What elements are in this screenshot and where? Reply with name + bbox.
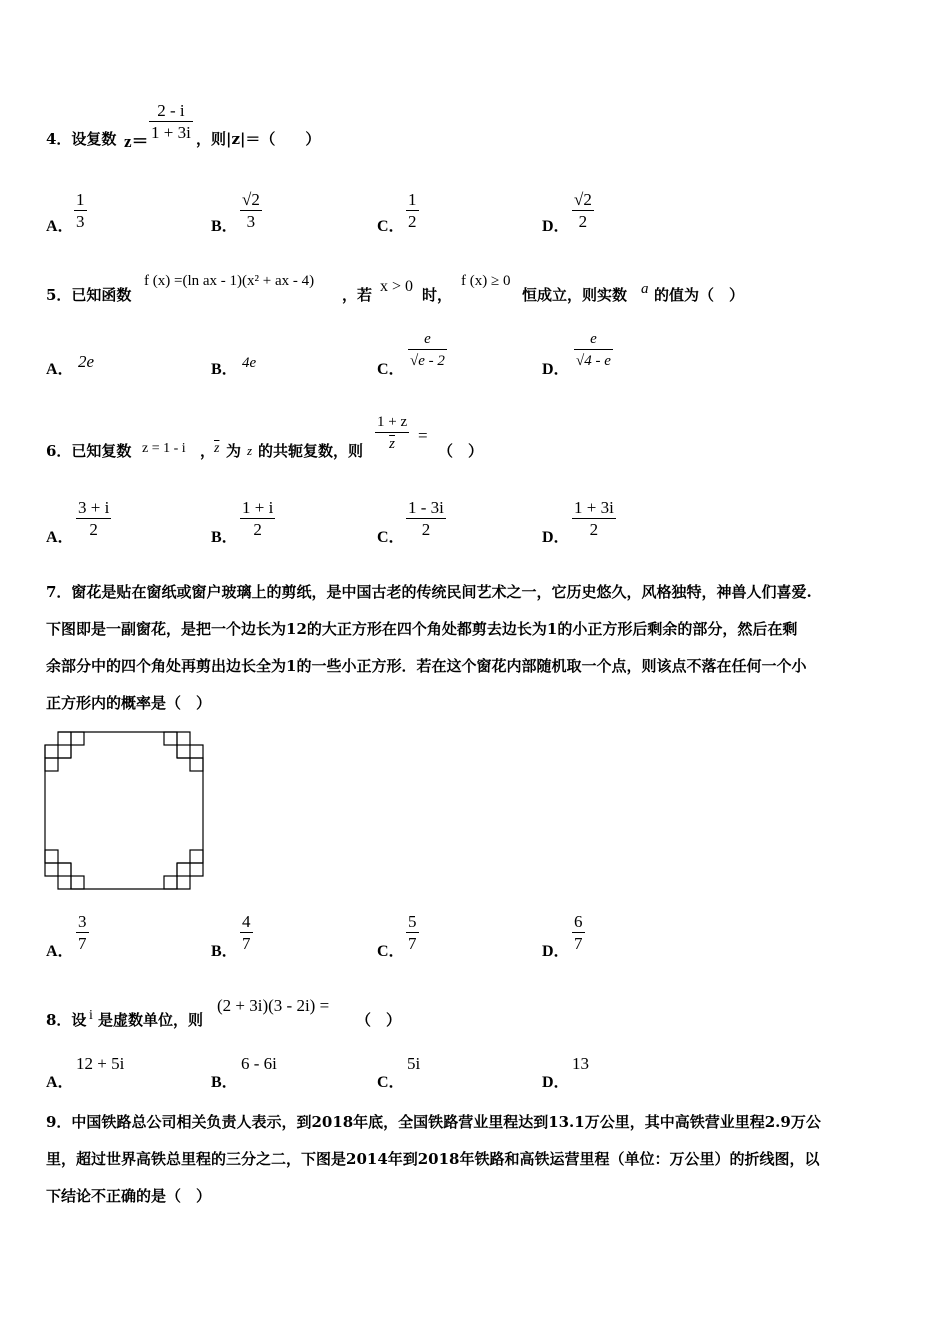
q6-zbar: $\overline{z}$: [214, 441, 220, 456]
q6-stem-c: 为: [226, 442, 242, 460]
q8-i: i: [89, 1008, 93, 1023]
q6-equals: =: [418, 426, 428, 445]
q9-line: 9．中国铁路总公司相关负责人表示，到2018年底，全国铁路营业里程达到13.1万公里，其中高铁营业里程2.9万公: [46, 1113, 821, 1131]
q6-z: z: [247, 443, 253, 458]
q6-stem-d: 的共轭复数，则: [258, 442, 364, 460]
q7-line: 下图即是一副窗花，是把一个边长为12的大正方形在四个角处都剪去边长为1的小正方形后剩余的部分，然后在剩: [46, 620, 798, 638]
q8-stem-a: 8．设: [46, 1011, 87, 1029]
q8-stem-c: （ ）: [356, 1011, 402, 1029]
q5-var: a: [641, 281, 649, 297]
q5-stem-b: ，若: [342, 286, 373, 304]
window-flower-figure: [44, 731, 206, 891]
q9-stem: [46, 1104, 906, 1215]
q8-stem-b: 是虚数单位，则: [98, 1011, 204, 1029]
q9-line: 下结论不正确的是（ ）: [46, 1187, 212, 1205]
q6-stem-e: （ ）: [438, 442, 484, 460]
q6-stem-a: 6．已知复数: [46, 442, 132, 460]
q9-line: 里，超过世界高铁总里程的三分之二，下图是2014年到2018年铁路和高铁运营里程（单位：万公里）的折线图，以: [46, 1150, 820, 1168]
q4-stem-b: ，则|z|＝（ ）: [196, 130, 321, 148]
q5-stem-e: 的值为（ ）: [654, 286, 745, 304]
q4-stem-a: 4．设复数: [46, 130, 117, 148]
q4-z-eq: z＝: [124, 132, 149, 151]
q5-stem-d: 恒成立，则实数: [522, 286, 628, 304]
q5-inequality: f (x) ≥ 0: [461, 273, 511, 289]
q7-stem: [46, 574, 906, 722]
q7-line: 余部分中的四个角处再剪出边长全为1的一些小正方形．若在这个窗花内部随机取一个点，则该点不落在任何一个小: [46, 657, 807, 675]
q5-stem-c: 时，: [422, 286, 453, 304]
q6-z-def: z = 1 - i: [142, 441, 186, 456]
q7-line: 正方形内的概率是（ ）: [46, 694, 212, 712]
q5-stem-a: 5．已知函数: [46, 286, 132, 304]
q7-line: 7．窗花是贴在窗纸或窗户玻璃上的剪纸，是中国古老的传统民间艺术之一，它历史悠久，风格独特，神兽人们喜爱.: [46, 583, 812, 601]
q5-function: f (x) =(ln ax - 1)(x² + ax - 4): [144, 273, 315, 289]
q8-expression: (2 + 3i)(3 - 2i) =: [217, 996, 330, 1015]
q5-condition: x > 0: [380, 278, 414, 295]
q6-fraction: $\frac{1 + z}{z}$: [375, 412, 409, 455]
q4-fraction: $\frac{2 - i}{1 + 3i}$: [151, 101, 191, 142]
q6-stem-b: ，: [200, 442, 216, 460]
